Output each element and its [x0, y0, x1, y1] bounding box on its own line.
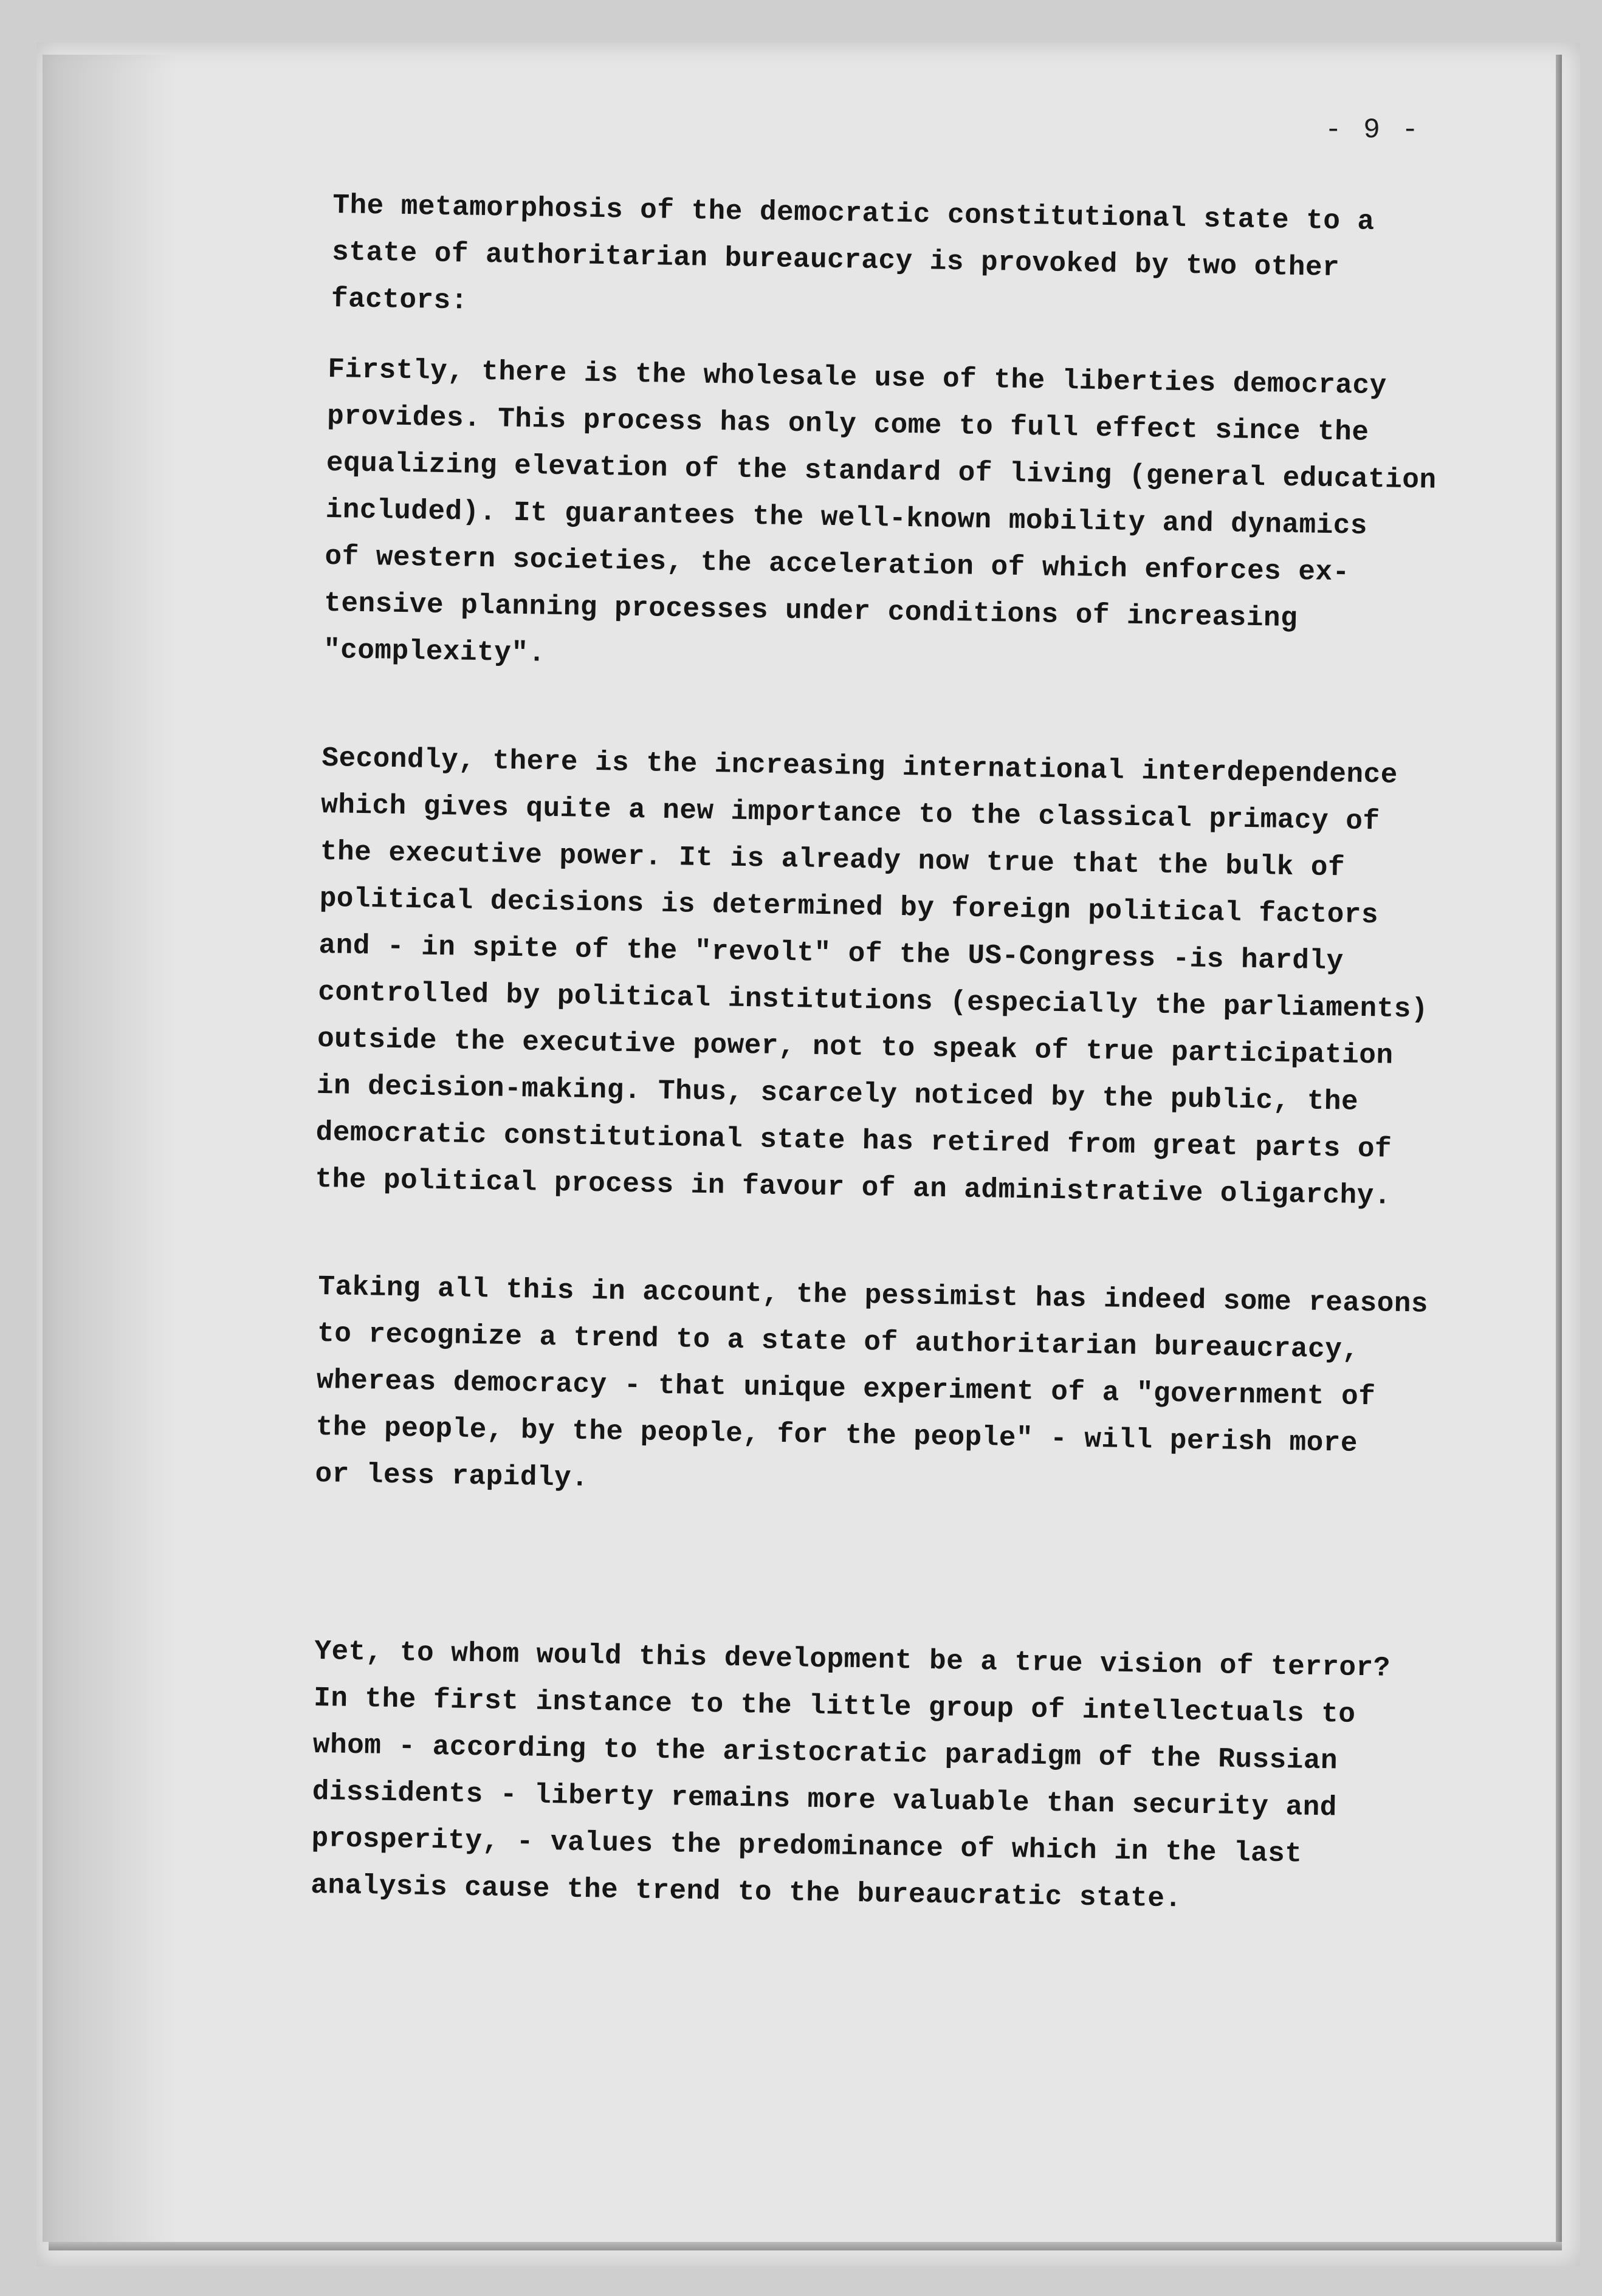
page-edge-bottom — [49, 2242, 1562, 2250]
scan-shadow-left — [43, 55, 176, 2242]
paragraph-intro: The metamorphosis of the democratic constitutional state to a state of authoritarian bureaucracy is provoked by two other factors: — [331, 189, 1375, 317]
paragraph-secondly: Secondly, there is the increasing international interdependence which gives quite a new importance to the classical primacy of the executive power. It is already now true that the bulk of political decisions is determined by foreign political factors and - in spite of the "revolt" of the US-Congress -is hardly controlled by political institutions (especially the parliaments) outside the executive power, not to speak of true participation in decision-making. Thus, scarcely noticed by the public, the democratic constitutional state has retired from great parts of the political process in favour of an administrative oligarchy. — [315, 742, 1429, 1212]
paragraph-vision-of-terror: Yet, to whom would this development be a true vision of terror? In the first instance to the little group of intellectuals to whom - according to the aristocratic paradigm of the Russian dissidents - liberty remains more valuable than security and prosperity, - values the predominance of which in the last analysis cause the trend to the bureaucratic state. — [310, 1635, 1391, 1915]
paragraph-firstly: Firstly, there is the wholesale use of the liberties democracy provides. This process has only come to full effect since the equalizing elevation of the standard of living (general education included). It guarantees the well-known mobility and dynamics of western societies, the acceleration of which enforces ex- tensive planning processes under conditions of increasing "complexity". — [323, 353, 1437, 670]
paragraph-pessimist: Taking all this in account, the pessimist has indeed some reasons to recognize a trend to a state of authoritarian bureaucracy, whereas democracy - that unique experiment of a "government of the people, by the people, for the people" - will perish more or less rapidly. — [315, 1270, 1429, 1495]
page-number: - 9 - — [1325, 114, 1422, 146]
